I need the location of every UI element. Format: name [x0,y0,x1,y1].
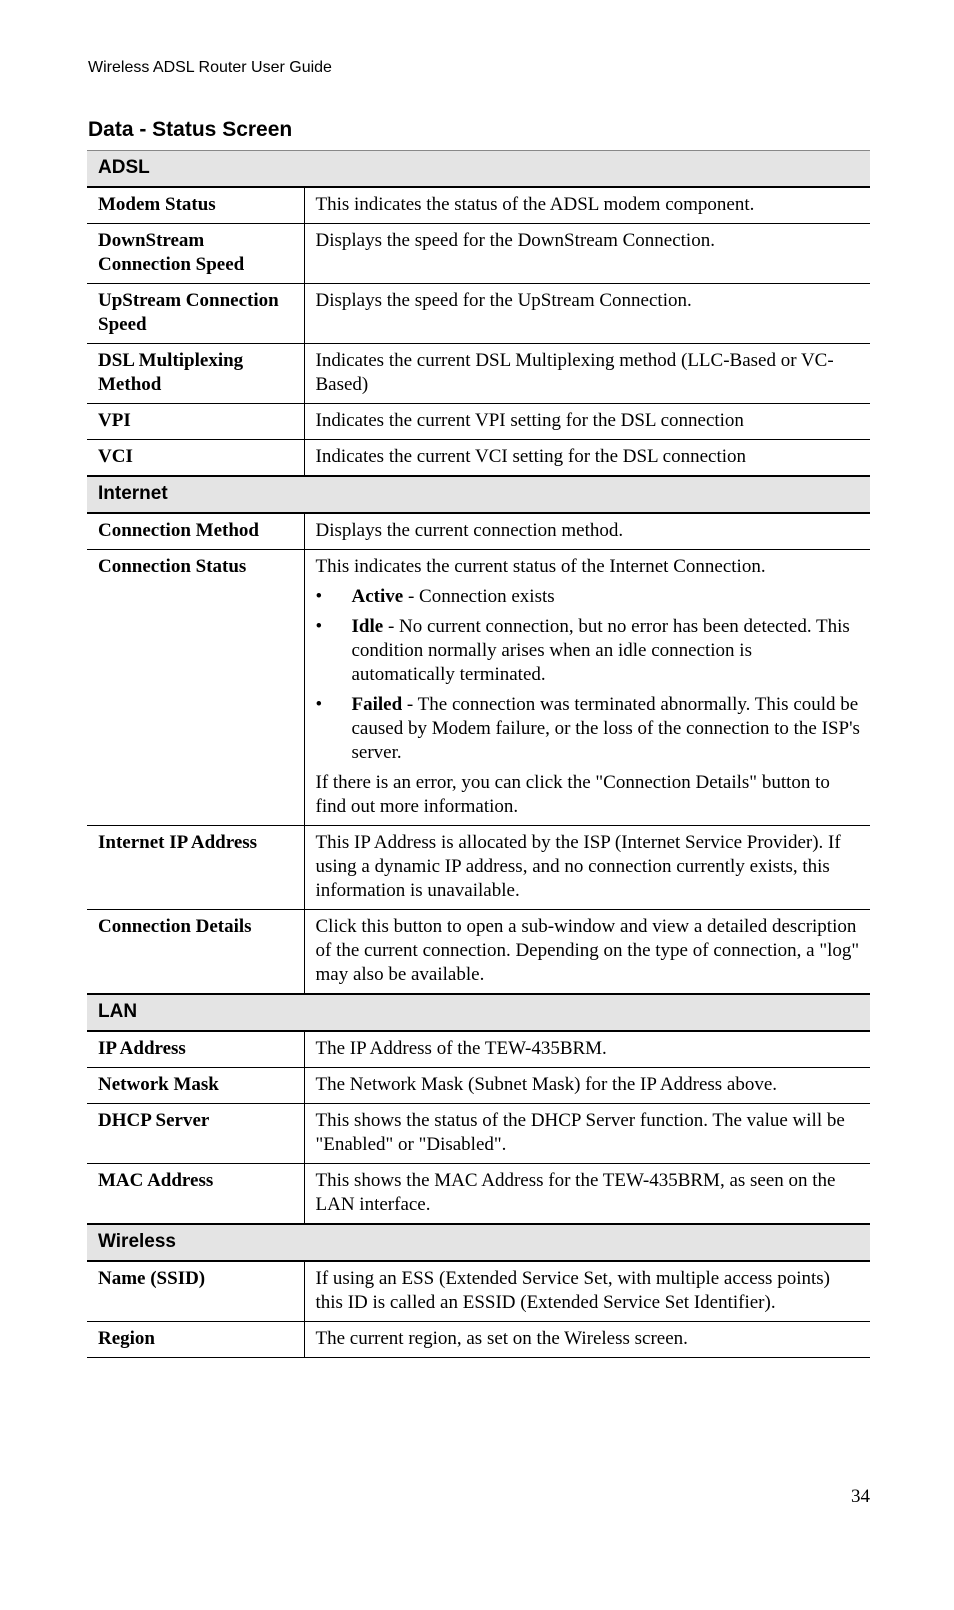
group-header-adsl [87,151,870,188]
row-desc: Displays the speed for the UpStream Connection. [304,284,870,344]
state-name: Idle [351,616,384,637]
table-row [87,344,870,404]
row-term: IP Address [87,1031,304,1068]
state-text: - No current connection, but no error has been detected. This condition normally arises when an idle connection is automatically terminated. [351,616,850,685]
group-title: Wireless [87,1224,870,1261]
state-text: - The connection was terminated abnormally. This could be caused by Modem failure, or the loss of the connection to the ISP's server. [351,694,860,763]
row-desc: This shows the MAC Address for the TEW-435BRM, as seen on the LAN interface. [304,1164,870,1225]
group-header-wireless [87,1224,870,1261]
row-term: Connection Status [87,550,304,826]
table-row [87,224,870,284]
row-desc: This IP Address is allocated by the ISP (Internet Service Provider). If using a dynamic IP address, and no connection currently exists, this information is unavailable. [304,826,870,910]
row-term: DownStream Connection Speed [87,224,304,284]
group-header-lan [87,994,870,1031]
page-number: 34 [851,1486,870,1507]
row-term: Connection Details [87,910,304,995]
table-row [87,1104,870,1164]
row-desc: The current region, as set on the Wireless screen. [304,1322,870,1358]
row-term: Internet IP Address [87,826,304,910]
table-row [87,550,870,826]
table-row [87,513,870,550]
group-title: ADSL [87,151,870,188]
running-header: Wireless ADSL Router User Guide [88,59,332,76]
table-row [87,404,870,440]
table-row [87,826,870,910]
row-term: Region [87,1322,304,1358]
row-desc: If using an ESS (Extended Service Set, with multiple access points) this ID is called an ESSID (Extended Service Set Identifier). [304,1261,870,1322]
table-row [87,1322,870,1358]
row-desc-connection-status [304,550,870,826]
table-row [87,1068,870,1104]
row-desc: This indicates the status of the ADSL modem component. [304,187,870,224]
row-term: UpStream Connection Speed [87,284,304,344]
row-desc-after: If there is an error, you can click the "Connection Details" button to find out more information. [315,772,830,817]
row-term: Name (SSID) [87,1261,304,1322]
table-row [87,1261,870,1322]
row-desc: Indicates the current DSL Multiplexing method (LLC-Based or VC-Based) [304,344,870,404]
row-desc: Click this button to open a sub-window and view a detailed description of the current connection. Depending on the type of connection, a "log" may also be available. [304,910,870,995]
row-desc: The IP Address of the TEW-435BRM. [304,1031,870,1068]
list-item [352,615,861,687]
status-table [87,150,870,1358]
state-name: Active [351,586,404,607]
row-desc: The Network Mask (Subnet Mask) for the IP Address above. [304,1068,870,1104]
row-desc: This shows the status of the DHCP Server function. The value will be "Enabled" or "Disabled". [304,1104,870,1164]
row-term: DSL Multiplexing Method [87,344,304,404]
group-title: Internet [87,476,870,513]
row-desc: Displays the speed for the DownStream Connection. [304,224,870,284]
table-row [87,910,870,995]
table-row [87,1164,870,1225]
list-item [352,585,861,609]
group-header-internet [87,476,870,513]
row-desc-intro: This indicates the current status of the Internet Connection. [315,556,766,577]
row-term: VCI [87,440,304,477]
state-name: Failed [351,694,403,715]
state-text: - Connection exists [403,586,555,607]
row-term: Modem Status [87,187,304,224]
row-desc: Indicates the current VCI setting for the DSL connection [304,440,870,477]
table-row [87,284,870,344]
table-row [87,1031,870,1068]
list-item [352,693,861,765]
table-row [87,440,870,477]
status-states-list [316,585,861,765]
row-term: DHCP Server [87,1104,304,1164]
table-row [87,187,870,224]
section-title: Data - Status Screen [88,118,293,141]
row-desc: Indicates the current VPI setting for the DSL connection [304,404,870,440]
row-desc: Displays the current connection method. [304,513,870,550]
row-term: Network Mask [87,1068,304,1104]
group-title: LAN [87,994,870,1031]
row-term: Connection Method [87,513,304,550]
row-term: VPI [87,404,304,440]
row-term: MAC Address [87,1164,304,1225]
